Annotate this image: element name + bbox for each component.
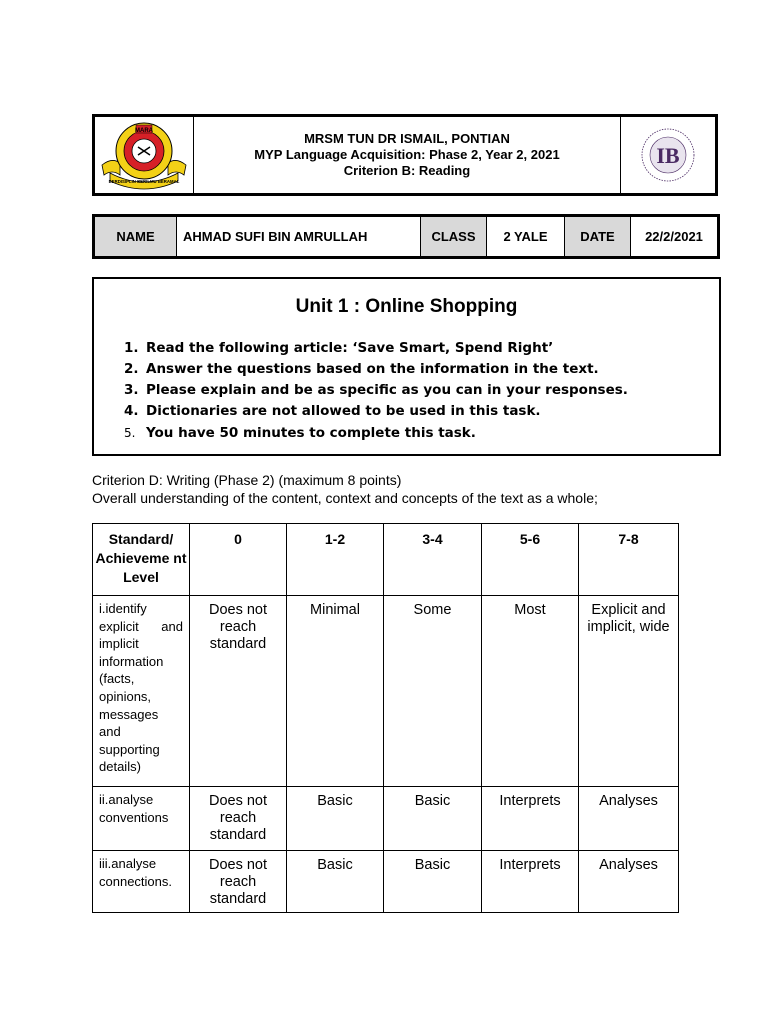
level-cell: Basic [384,851,482,913]
level-cell: Analyses [579,787,679,851]
svg-text:BERDISIPLIN BERILMU BERAMAL: BERDISIPLIN BERILMU BERAMAL [108,179,180,184]
standard-cell: ii.analyse conventions [93,787,190,851]
header-cell: 5-6 [482,524,579,596]
level-cell: Analyses [579,851,679,913]
date-label: DATE [565,217,631,256]
programme-title: MYP Language Acquisition: Phase 2, Year 2, 2021 [254,147,560,162]
unit-title: Unit 1 : Online Shopping [295,296,518,317]
svg-text:IB: IB [656,143,680,168]
school-name: MRSM TUN DR ISMAIL, PONTIAN [304,131,510,146]
class-label: CLASS [421,217,487,256]
ib-logo [620,117,715,193]
level-cell: Minimal [287,596,384,787]
student-info-row [92,214,720,259]
criterion-line-1: Criterion D: Writing (Phase 2) (maximum 8 points) [92,472,402,488]
table-row [93,596,679,787]
table-row [93,787,679,851]
level-cell: Basic [287,851,384,913]
unit-instructions-box [92,277,721,456]
standard-cell: i.identify explicit and implicit information (facts, opinions, messages and supporting details) [93,596,190,787]
criterion-title: Criterion B: Reading [343,163,471,178]
header-cell: 3-4 [384,524,482,596]
svg-text:MARA: MARA [135,128,153,134]
header-cell: 7-8 [579,524,679,596]
mara-crest-logo [95,117,194,193]
level-cell: Basic [287,787,384,851]
school-header [92,114,718,196]
name-value: AHMAD SUFI BIN AMRULLAH [177,217,421,256]
level-cell: Does not reach standard [190,851,287,913]
table-row [93,851,679,913]
instruction-item: 5. You have 50 minutes to complete this task. [124,425,476,441]
criterion-line-2: Overall understanding of the content, context and concepts of the text as a whole; [92,490,598,506]
level-cell: Explicit and implicit, wide [579,596,679,787]
rubric-table [92,523,679,913]
level-cell: Some [384,596,482,787]
level-cell: Does not reach standard [190,787,287,851]
instruction-item: 1. Read the following article: ‘Save Smart, Spend Right’ [124,340,554,356]
instruction-item: 2. Answer the questions based on the information in the text. [124,361,599,377]
level-cell: Interprets [482,851,579,913]
standard-cell: iii.analyse connections. [93,851,190,913]
instruction-item: 3. Please explain and be as specific as you can in your responses. [124,382,628,398]
instruction-item: 4. Dictionaries are not allowed to be used in this task. [124,403,541,419]
header-cell: 0 [190,524,287,596]
level-cell: Basic [384,787,482,851]
header-titles [194,117,620,193]
header-cell: 1-2 [287,524,384,596]
rubric-header-row [93,524,679,596]
level-cell: Most [482,596,579,787]
date-value: 22/2/2021 [631,217,717,256]
name-label: NAME [95,217,177,256]
level-cell: Does not reach standard [190,596,287,787]
header-cell: Standard/ Achieveme nt Level [93,524,190,596]
level-cell: Interprets [482,787,579,851]
class-value: 2 YALE [487,217,565,256]
